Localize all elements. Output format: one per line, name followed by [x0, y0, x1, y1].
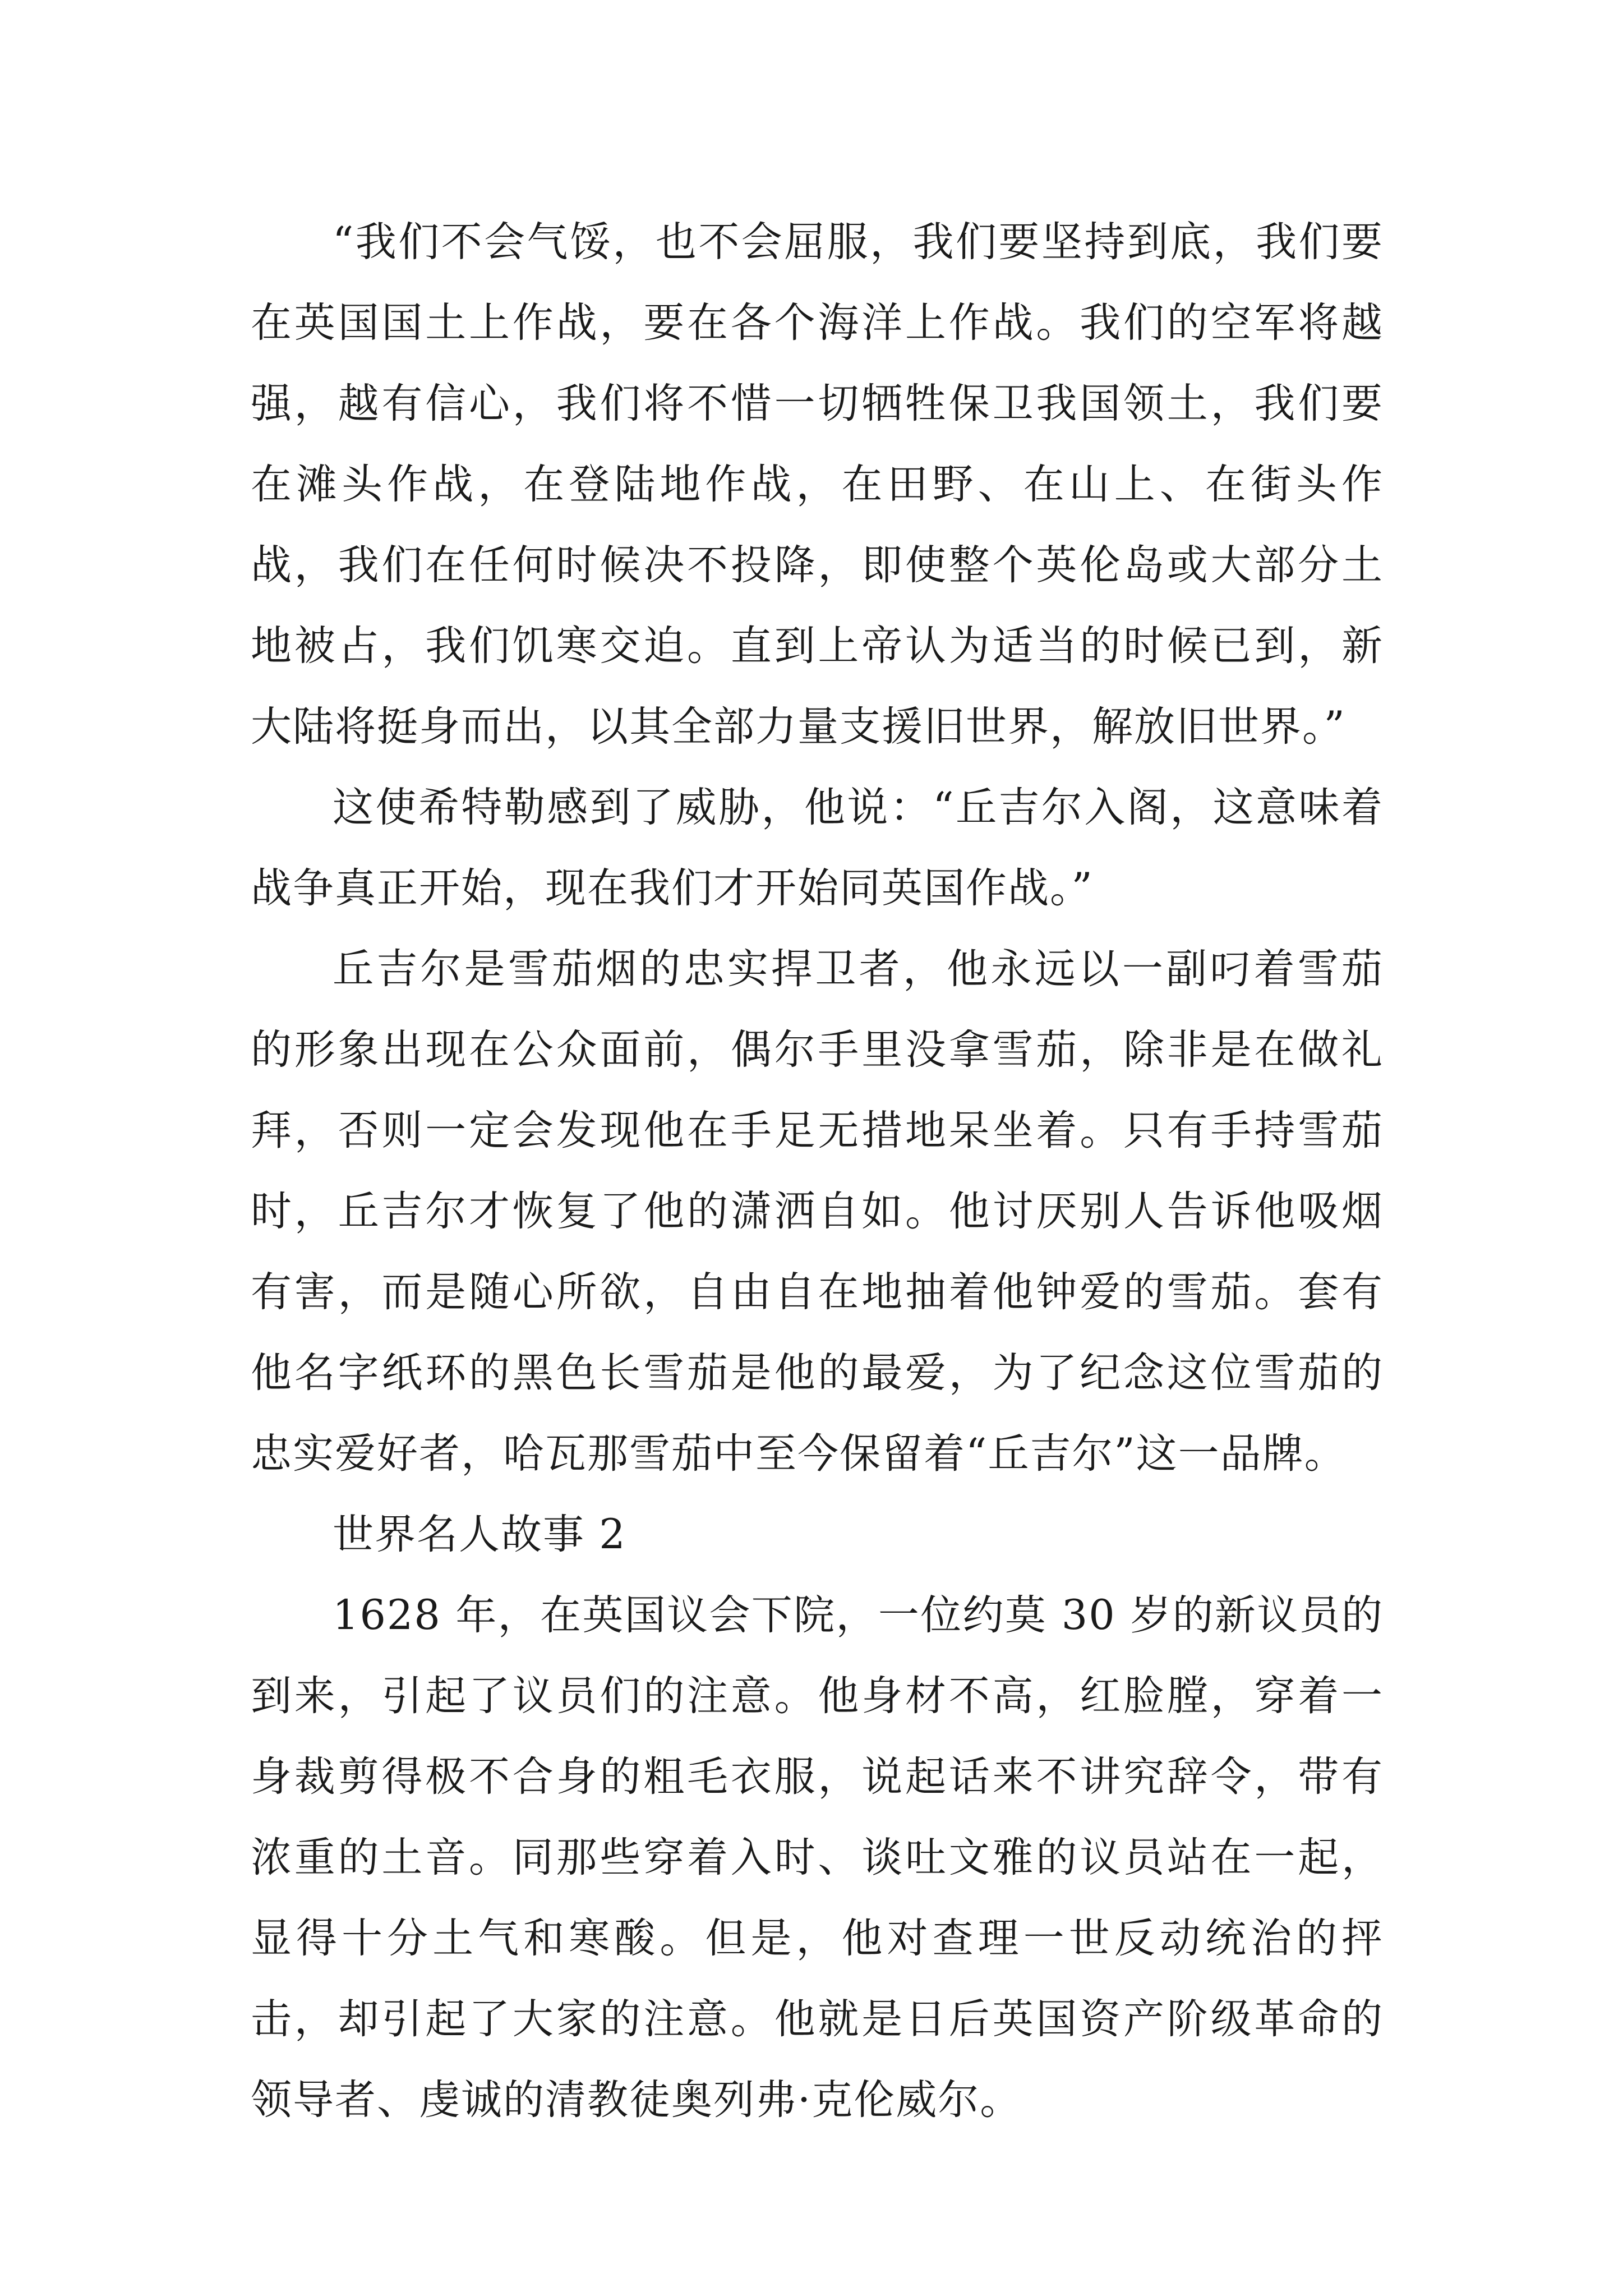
document-body: [251, 202, 1384, 2141]
paragraph-churchill-speech: “我们不会气馁，也不会屈服，我们要坚持到底，我们要在英国国土上作战，要在各个海洋上作战。我们的空军将越强，越有信心，我们将不惜一切牺牲保卫我国领土，我们要在滩头作战，在登陆地作战，在田野、在山上、在街头作战，我们在任何时候决不投降，即使整个英伦岛或大部分土地被占，我们饥寒交迫。直到上帝认为适当的时候已到，新大陆将挺身而出，以其全部力量支援旧世界，解放旧世界。”: [251, 218, 1384, 751]
paragraph-cromwell: 1628 年，在英国议会下院，一位约莫 30 岁的新议员的到来，引起了议员们的注意。他身材不高，红脸膛，穿着一身裁剪得极不合身的粗毛衣服，说起话来不讲究辞令，带有浓重的土音。同那些穿着入时、谈吐文雅的议员站在一起，显得十分土气和寒酸。但是，他对查理一世反动统治的抨击，却引起了大家的注意。他就是日后英国资产阶级革命的领导者、虔诚的清教徒奥列弗·克伦威尔。: [251, 1591, 1384, 2124]
paragraph-churchill-cigar: 丘吉尔是雪茄烟的忠实捍卫者，他永远以一副叼着雪茄的形象出现在公众面前，偶尔手里没拿雪茄，除非是在做礼拜，否则一定会发现他在手足无措地呆坐着。只有手持雪茄时，丘吉尔才恢复了他的潇洒自如。他讨厌别人告诉他吸烟有害，而是随心所欲，自由自在地抽着他钟爱的雪茄。套有他名字纸环的黑色长雪茄是他的最爱，为了纪念这位雪茄的忠实爱好者，哈瓦那雪茄中至今保留着“丘吉尔”这一品牌。: [251, 945, 1384, 1478]
paragraph-hitler-reaction: 这使希特勒感到了威胁，他说：“丘吉尔入阁，这意味着战争真正开始，现在我们才开始同英国作战。”: [251, 784, 1384, 912]
section-heading: 世界名人故事 2: [333, 1511, 626, 1558]
